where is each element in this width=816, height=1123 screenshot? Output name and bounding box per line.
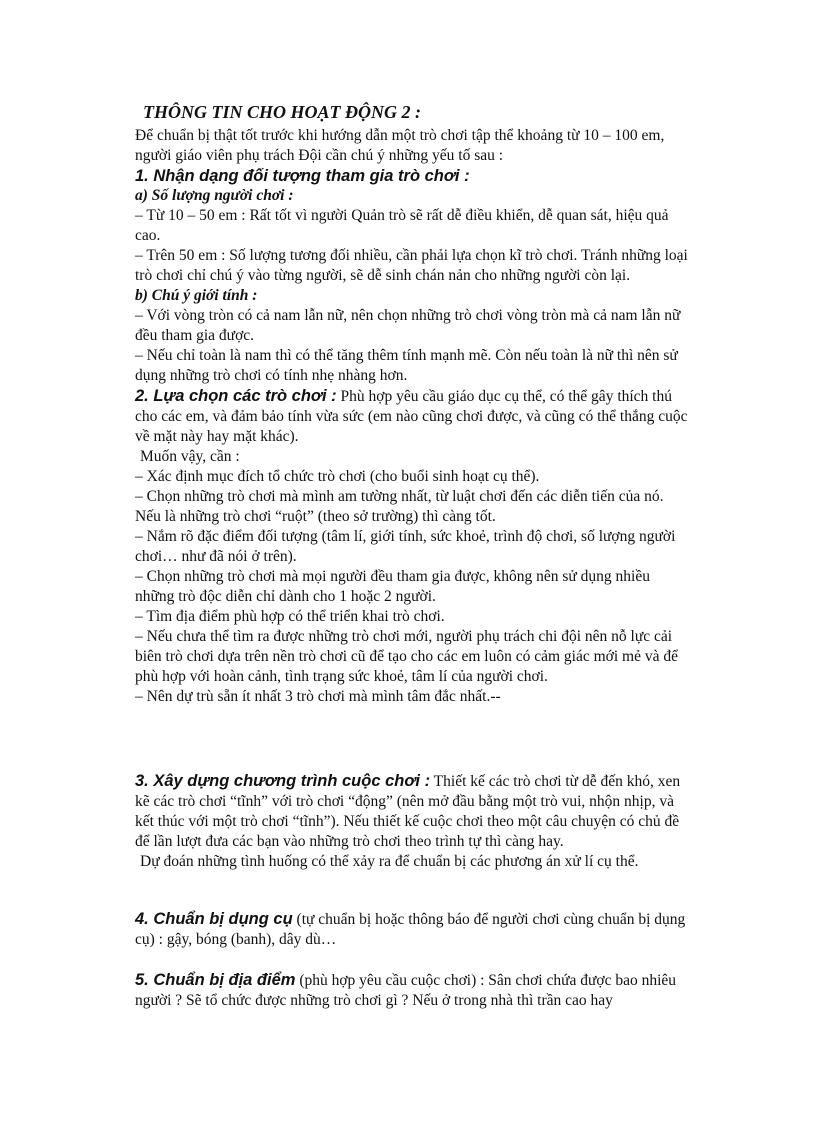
section-3-text: Thiết kế các trò chơi từ dễ đến khó, xen kẽ các trò chơi “tĩnh” với trò chơi “động” (nên mở đầu bằng một trò vui, nhộn nhịp, và kết thúc với một trò chơi “tĩnh”). Nếu thiết kế cuộc chơi theo một câu chuyện có chủ đề để lần lượt đưa các bạn vào những trò chơi theo trình tự thì càng hay.: [135, 773, 681, 850]
list-item: – Với vòng tròn có cả nam lẫn nữ, nên chọn những trò chơi vòng tròn mà cả nam lẫn nữ đều tham gia được.: [135, 307, 681, 344]
section-1b-heading: b) Chú ý giới tính :: [135, 287, 258, 304]
section-1-heading: 1. Nhận dạng đối tượng tham gia trò chơi :: [135, 167, 470, 185]
list-item: – Tìm địa điểm phù hợp có thể triển khai trò chơi.: [135, 608, 445, 625]
section-5-text: (phù hợp yêu cầu cuộc chơi) : Sân chơi chứa được bao nhiêu người ? Sẽ tổ chức được những trò chơi gì ? Nếu ở trong nhà thì trần cao hay: [135, 972, 677, 1009]
section-3-paragraph: [135, 771, 690, 852]
list-item: – Nên dự trù sẵn ít nhất 3 trò chơi mà mình tâm đắc nhất.--: [135, 688, 501, 705]
section-3-block: [135, 771, 690, 872]
section-4-text: (tự chuẩn bị hoặc thông báo để người chơi cùng chuẩn bị dụng cụ) : gậy, bóng (banh), dây dù…: [135, 911, 686, 948]
section-2-heading: 2. Lựa chọn các trò chơi :: [135, 387, 337, 405]
list-item: – Chọn những trò chơi mà mọi người đều tham gia được, không nên sử dụng nhiều những trò độc diễn chỉ dành cho 1 hoặc 2 người.: [135, 568, 650, 605]
section-5-paragraph: [135, 970, 690, 1011]
list-item: – Nếu chưa thể tìm ra được những trò chơi mới, người phụ trách chi đội nên nỗ lực cải biên trò chơi dựa trên nền trò chơi cũ để tạo cho các em luôn có cảm giác mới mẻ và để phù hợp với hoàn cảnh, tình trạng sức khoẻ, tâm lí của người chơi.: [135, 628, 678, 685]
list-item: – Trên 50 em : Số lượng tương đối nhiều, cần phải lựa chọn kĩ trò chơi. Tránh những loại trò chơi chỉ chú ý vào từng người, sẽ dễ sinh chán nản cho những người còn lại.: [135, 247, 688, 284]
section-1-block: [135, 126, 690, 707]
list-item: – Chọn những trò chơi mà mình am tường nhất, từ luật chơi đến các diễn tiến của nó. Nếu là những trò chơi “ruột” (theo sở trường) thì càng tốt.: [135, 488, 664, 525]
intro-paragraph: Để chuẩn bị thật tốt trước khi hướng dẫn một trò chơi tập thể khoảng từ 10 – 100 em, người giáo viên phụ trách Đội cần chú ý những yếu tố sau :: [135, 127, 665, 164]
list-item: – Nắm rõ đặc điểm đối tượng (tâm lí, giới tính, sức khoẻ, trình độ chơi, số lượng người chơi… như đã nói ở trên).: [135, 528, 676, 565]
section-3-text2: Dự đoán những tình huống có thể xảy ra để chuẩn bị các phương án xử lí cụ thể.: [140, 853, 639, 870]
section-2-paragraph: [135, 386, 690, 447]
section-4-heading: 4. Chuẩn bị dụng cụ: [135, 910, 293, 928]
list-item: – Xác định mục đích tổ chức trò chơi (cho buổi sinh hoạt cụ thể).: [135, 468, 540, 485]
section-2-text: Phù hợp yêu cầu giáo dục cụ thể, có thể gây thích thú cho các em, và đảm bảo tính vừa sức (em nào cũng chơi được, và cũng có thể thắng cuộc về mặt này hay mặt khác).: [135, 388, 688, 445]
section-1a-heading: a) Số lượng người chơi :: [135, 187, 294, 204]
section-4-block: [135, 909, 690, 950]
section-4-paragraph: [135, 909, 690, 950]
list-item: – Nếu chỉ toàn là nam thì có thể tăng thêm tính mạnh mẽ. Còn nếu toàn là nữ thì nên sử dụng những trò chơi có tính nhẹ nhàng hơn.: [135, 347, 678, 384]
page-title: THÔNG TIN CHO HOẠT ĐỘNG 2 :: [143, 102, 421, 122]
section-3-heading: 3. Xây dựng chương trình cuộc chơi :: [135, 772, 431, 790]
list-item: – Từ 10 – 50 em : Rất tốt vì người Quản trò sẽ rất dễ điều khiển, dễ quan sát, hiệu quả cao.: [135, 207, 669, 244]
section-5-block: [135, 970, 690, 1011]
section-2-lead: Muốn vậy, cần :: [140, 448, 240, 465]
section-5-heading: 5. Chuẩn bị địa điểm: [135, 971, 296, 989]
